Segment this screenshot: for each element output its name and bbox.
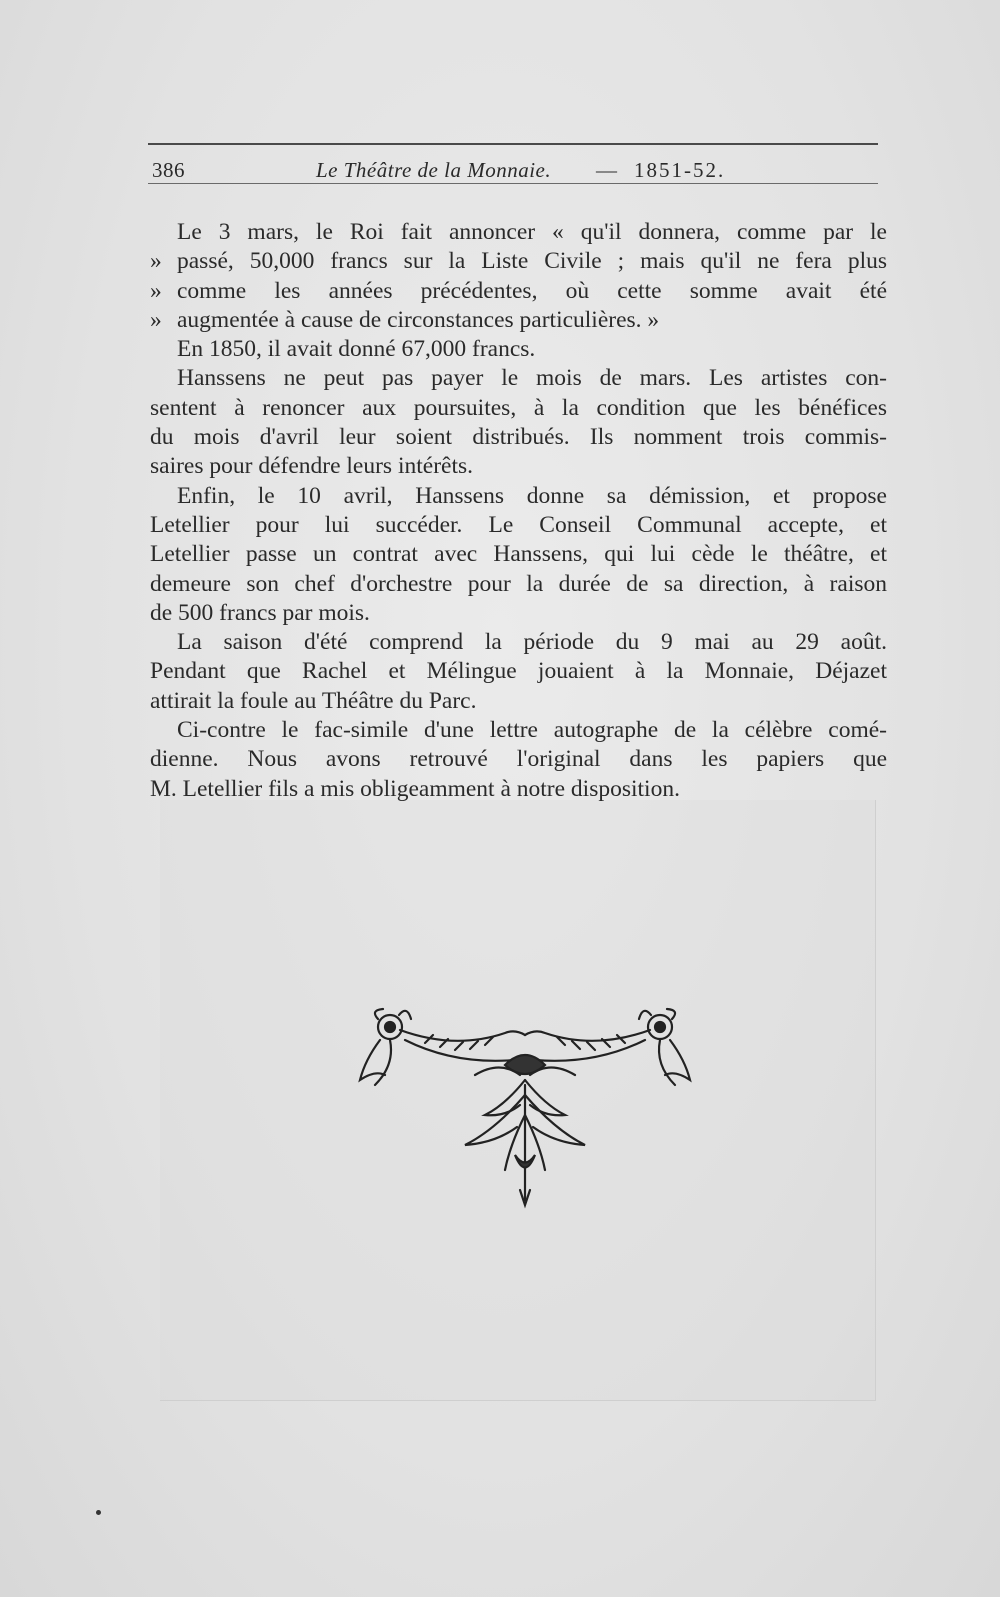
text-line: dienne. Nous avons retrouvé l'original dans les papiers que — [150, 746, 887, 773]
text-line: du mois d'avril leur soient distribués. Ils nomment trois commis- — [150, 424, 887, 451]
ink-speck — [96, 1510, 101, 1515]
text-line: La saison d'été comprend la période du 9 mai au 29 août. — [177, 629, 887, 656]
text-line: Pendant que Rachel et Mélingue jouaient à la Monnaie, Déjazet — [150, 658, 887, 685]
continuation-mark: » — [150, 306, 162, 333]
running-header — [148, 158, 878, 184]
text-line: » comme les années précédentes, où cette somme avait été — [150, 277, 887, 306]
text-line: » augmentée à cause de circonstances particulières. » — [150, 306, 887, 335]
text-line: Letellier pour lui succéder. Le Conseil Communal accepte, et — [150, 511, 887, 538]
text-line: » passé, 50,000 francs sur la Liste Civile ; mais qu'il ne fera plus — [150, 247, 887, 276]
text-line: de 500 francs par mois. — [150, 599, 370, 626]
text-line: demeure son chef d'orchestre pour la durée de sa direction, à raison — [150, 570, 887, 597]
running-title: Le Théâtre de la Monnaie. — [316, 158, 552, 182]
text-line: Enfin, le 10 avril, Hanssens donne sa démission, et propose — [177, 482, 887, 509]
continuation-mark: » — [150, 277, 162, 304]
running-dash: — — [596, 158, 618, 182]
page-number: 386 — [152, 158, 185, 182]
header-bottom-rule — [148, 183, 878, 184]
text-line: M. Letellier fils a mis obligeamment à notre disposition. — [150, 775, 680, 802]
body-text — [150, 218, 887, 804]
continuation-mark: » — [150, 248, 162, 275]
text-line: Ci-contre le fac-simile d'une lettre autographe de la célèbre comé- — [177, 717, 887, 744]
text-line: Letellier passe un contrat avec Hanssens, qui lui cède le théâtre, et — [150, 541, 887, 568]
text-line: Hanssens ne peut pas payer le mois de mars. Les artistes con- — [177, 365, 887, 392]
floral-garland-ornament-icon — [355, 1005, 695, 1210]
text-line: sentent à renoncer aux poursuites, à la condition que les bénéfices — [150, 394, 887, 421]
text-line: attirait la foule au Théâtre du Parc. — [150, 687, 477, 714]
header-top-rule — [148, 143, 878, 145]
text-line: saires pour défendre leurs intérêts. — [150, 453, 473, 480]
text-line: Le 3 mars, le Roi fait annoncer « qu'il donnera, comme par le — [177, 219, 887, 245]
text-line: En 1850, il avait donné 67,000 francs. — [177, 336, 536, 363]
running-years: 1851-52. — [634, 158, 726, 182]
